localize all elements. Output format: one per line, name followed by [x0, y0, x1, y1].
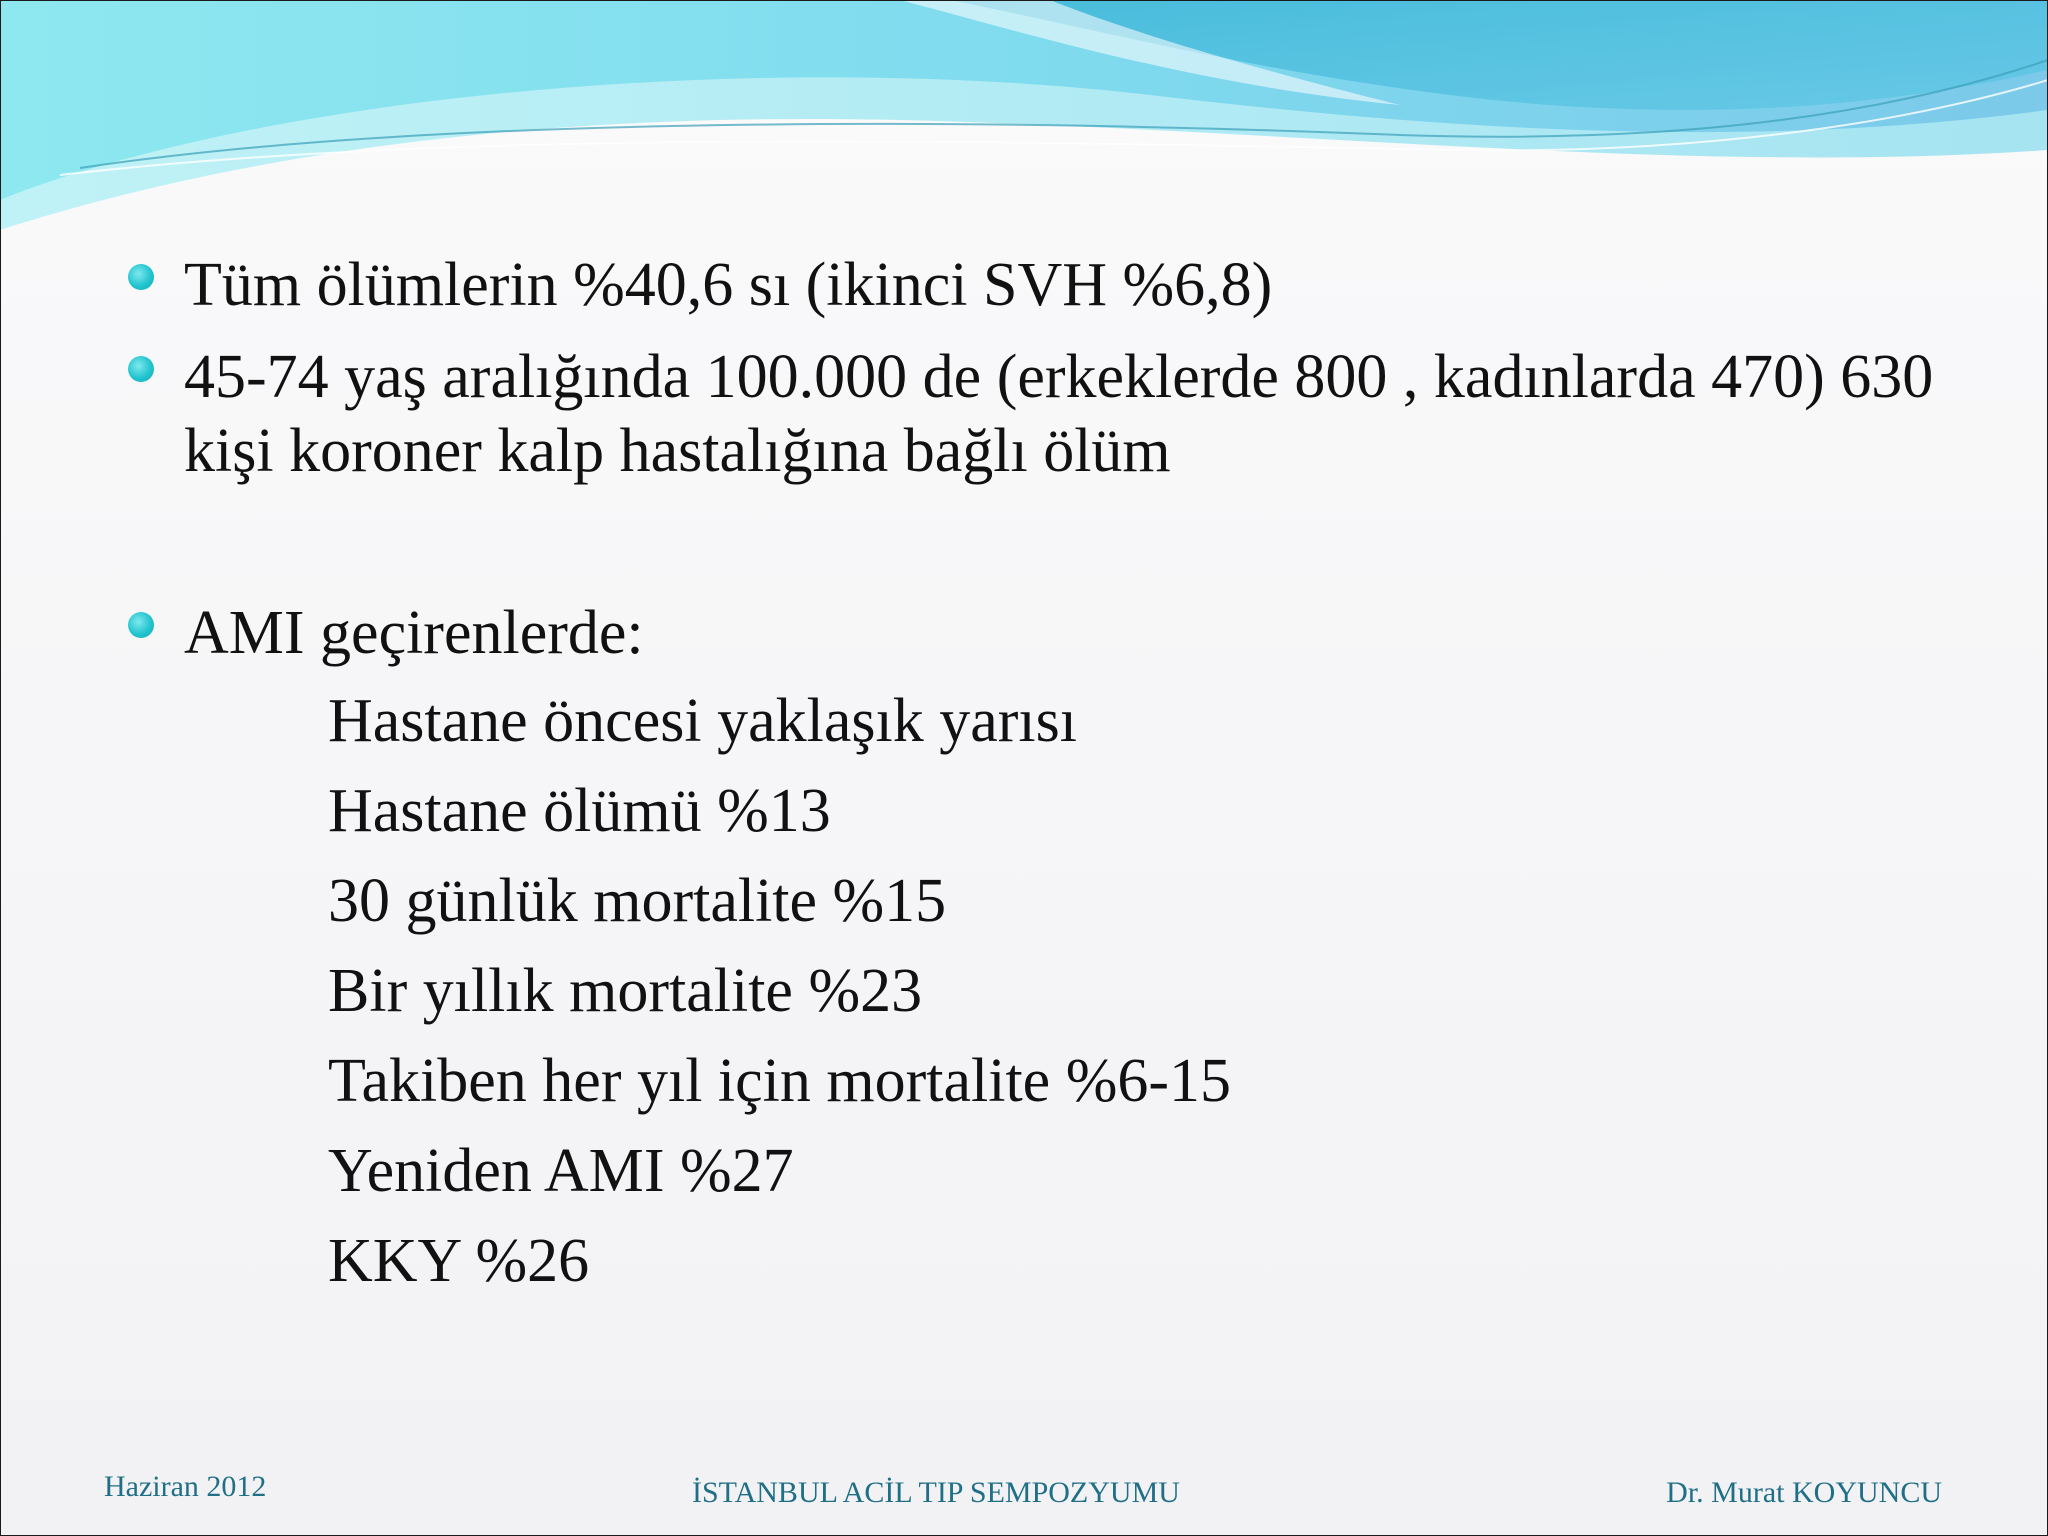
bullet-dot-icon [128, 264, 154, 290]
footer-date: Haziran 2012 [104, 1470, 267, 1503]
sub-item: 30 günlük mortalite %15 [328, 867, 947, 935]
sub-item: Hastane öncesi yaklaşık yarısı [328, 687, 1077, 755]
sub-item: Takiben her yıl için mortalite %6-15 [328, 1047, 1231, 1115]
sub-item: Hastane ölümü %13 [328, 777, 831, 845]
sub-item: Bir yıllık mortalite %23 [328, 957, 923, 1025]
sub-item: Yeniden AMI %27 [328, 1137, 794, 1205]
bullet-text: Tüm ölümlerin %40,6 sı (ikinci SVH %6,8) [184, 251, 1273, 319]
bullet-text: AMI geçirenlerde: [184, 599, 644, 667]
footer-event-title: İSTANBUL ACİL TIP SEMPOZYUMU [692, 1476, 1180, 1509]
bullet-dot-icon [128, 356, 154, 382]
footer-author: Dr. Murat KOYUNCU [1666, 1476, 1942, 1509]
bullet-text: 45-74 yaş aralığında 100.000 de (erkeklerde 800 , kadınlarda 470) 630 kişi koroner kalp hastalığına bağlı ölüm [184, 343, 1934, 485]
bullet-dot-icon [128, 612, 154, 638]
sub-item: KKY %26 [328, 1227, 590, 1295]
